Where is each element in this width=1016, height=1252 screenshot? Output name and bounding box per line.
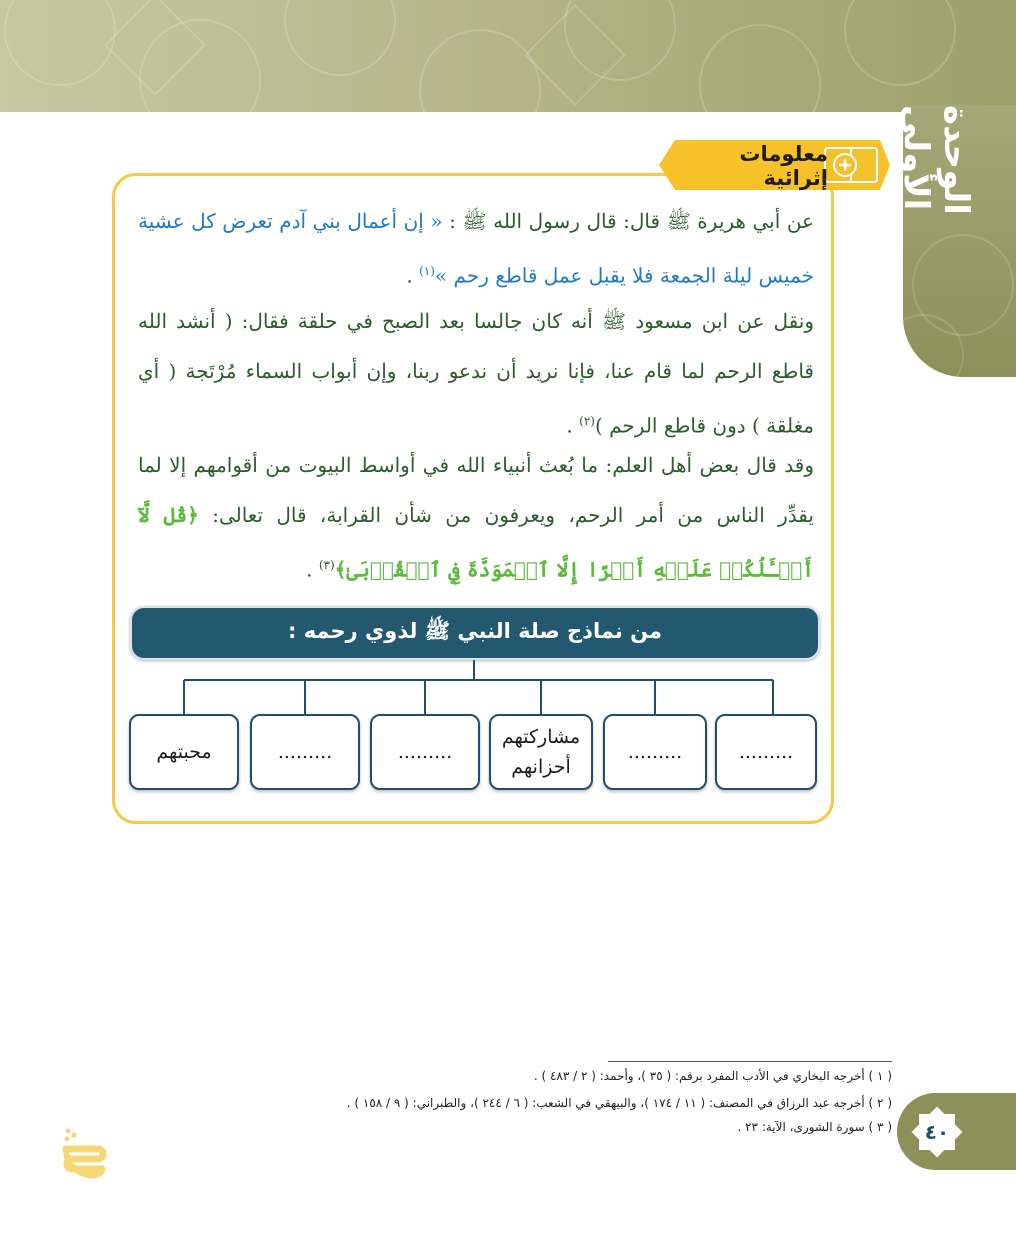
header-pattern-band bbox=[0, 0, 1016, 112]
footnote-divider bbox=[608, 1061, 892, 1062]
book-plus-icon bbox=[825, 148, 877, 182]
paragraph-scholars bbox=[138, 440, 814, 595]
footnote-1: ( ١ ) أخرجه البخاري في الأدب المفرد برقم: ( ٣٥ )، وأحمد: ( ٢ / ٤٨٣ ) . bbox=[533, 1069, 892, 1083]
para3-end: . bbox=[306, 557, 319, 582]
tree-box-blank: ......... bbox=[250, 714, 360, 790]
footnote-ref-2: (٢) bbox=[579, 414, 595, 428]
quran-verse: ﴿قُل لَّآ أَسۡـَٔلُكُمۡ عَلَيۡهِ أَجۡرًا إِلَّا ٱلۡمَوَدَّةَ فِي ٱلۡقُرۡبَىٰ﴾ bbox=[138, 503, 814, 582]
para3-text: وقد قال بعض أهل العلم: ما بُعث أنبياء الله في أواسط البيوت من أقوامهم إلا لما يقدِّر الناس من أمر الرحم، ويعرفون من شأن القرابة، قال تعالى: bbox=[138, 453, 814, 527]
geometric-pattern-decoration bbox=[0, 0, 1016, 112]
para2-end: . bbox=[566, 413, 580, 438]
unit-title: الوحدة الأولى bbox=[896, 105, 976, 215]
para1-end: . bbox=[406, 263, 420, 288]
page-number: ٤٠ bbox=[924, 1120, 950, 1144]
footnote-ref-3: (٣) bbox=[318, 558, 335, 572]
publisher-logo-icon bbox=[58, 1125, 108, 1185]
footnote-2: ( ٢ ) أخرجه عبد الرزاق في المصنف: ( ١١ / ١٧٤ )، والبيهقي في الشعب: ( ٦ / ٢٤٤ )، والطبراني: ( ٩ / ١٥٨ ) . bbox=[346, 1096, 892, 1110]
badge-label: معلومات إثرائية bbox=[739, 142, 828, 190]
tree-box-sharing-sorrows: مشاركتهم أحزانهم bbox=[489, 714, 593, 790]
paragraph-ibn-masud bbox=[138, 296, 814, 451]
tree-box-blank: ......... bbox=[370, 714, 480, 790]
para1-hadith: « إن أعمال بني آدم تعرض كل عشية خميس ليلة الجمعة فلا يقبل عمل قاطع رحم » bbox=[138, 209, 814, 288]
paragraph-abu-hurayra bbox=[138, 196, 814, 301]
tree-box-blank: ......... bbox=[715, 714, 817, 790]
tree-box-love: محبتهم bbox=[129, 714, 239, 790]
footnote-3: ( ٣ ) سورة الشورى، الآية: ٢٣ . bbox=[737, 1120, 892, 1134]
para2-text: ونقل عن ابن مسعود ﷺ أنه كان جالسا بعد الصبح في حلقة فقال: ( أنشد الله قاطع الرحم لما قام عنا، فإنا نريد أن ندعو ربنا، وإن أبواب السماء مُرْتَجة ( أي مغلقة ) دون قاطع الرحم ) bbox=[138, 309, 814, 438]
footnote-ref-1: (١) bbox=[419, 264, 435, 278]
chart-title: من نماذج صلة النبي ﷺ لذوي رحمه : bbox=[130, 606, 820, 660]
para1-intro: عن أبي هريرة ﷺ قال: قال رسول الله ﷺ : bbox=[442, 209, 814, 233]
tree-box-blank: ......... bbox=[603, 714, 707, 790]
